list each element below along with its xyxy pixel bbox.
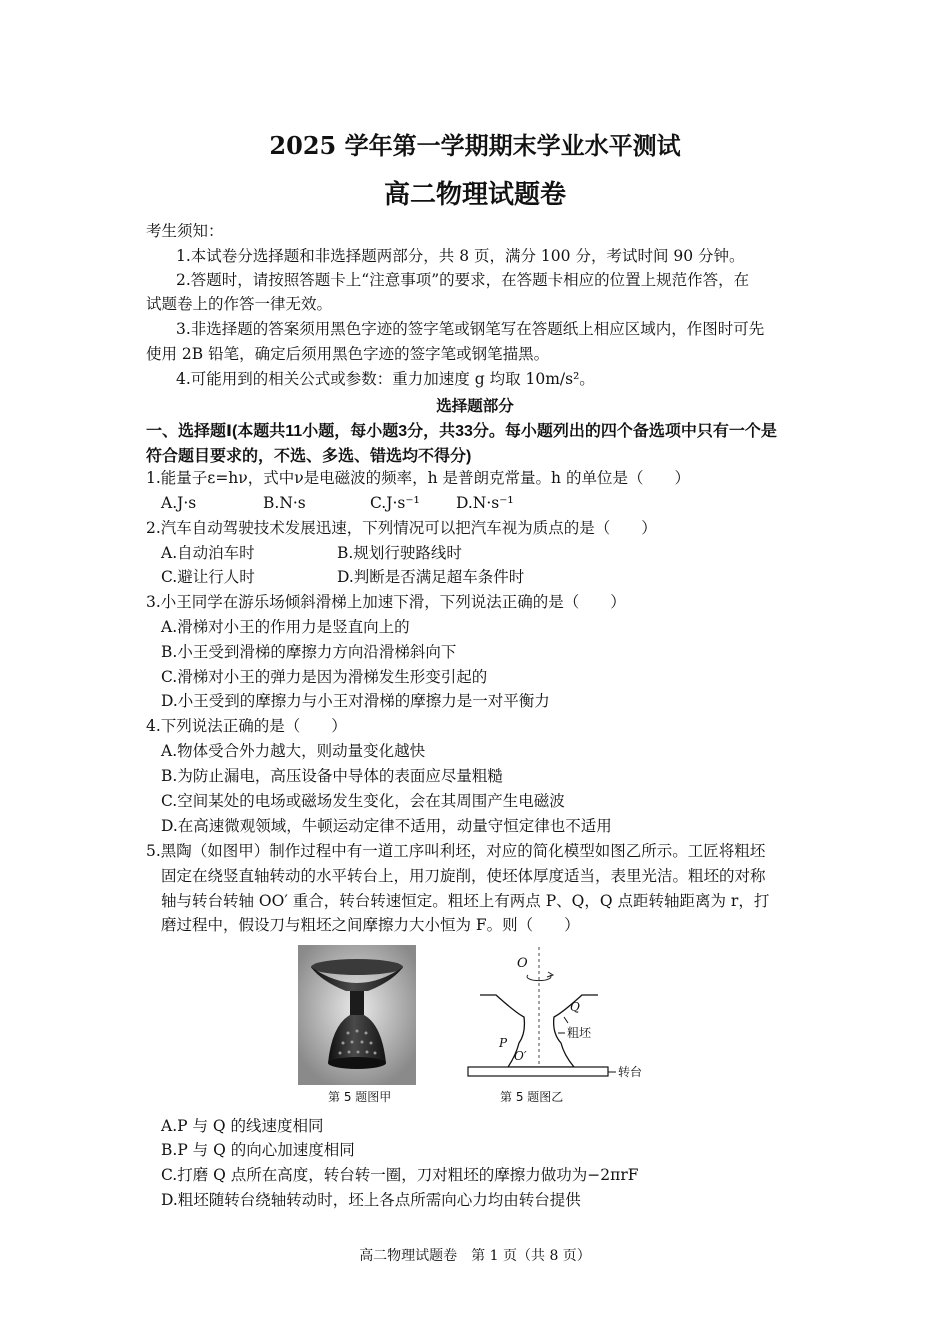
question-stem: 固定在绕竖直轴转动的水平转台上，用刀旋削，使坯体厚度适当，表里光洁。粗坯的对称 (161, 867, 766, 885)
pottery-model-diagram (464, 945, 674, 1090)
question-stem: 1.能量子ε=hν，式中ν是电磁波的频率，h 是普朗克常量。h 的单位是（ ） (146, 469, 690, 487)
option: D.N·s⁻¹ (456, 494, 514, 512)
notice-item: 1.本试卷分选择题和非选择题两部分，共 8 页，满分 100 分，考试时间 90 分钟。 (176, 247, 745, 265)
option: C.滑梯对小王的弹力是因为滑梯发生形变引起的 (161, 668, 488, 686)
option: D.判断是否满足超车条件时 (337, 568, 525, 586)
paper-subtitle: 高二物理试题卷 (383, 180, 566, 210)
label-o: O (517, 956, 528, 971)
black-pottery-photo (298, 945, 416, 1085)
option: B.N·s (263, 494, 306, 512)
option: B.P 与 Q 的向心加速度相同 (161, 1141, 355, 1159)
question-stem: 5.黑陶（如图甲）制作过程中有一道工序叫利坯，对应的简化模型如图乙所示。工匠将粗坯 (146, 842, 766, 860)
option: A.滑梯对小王的作用力是竖直向上的 (161, 618, 410, 636)
figure-caption-a: 第 5 题图甲 (328, 1090, 392, 1104)
option: A.P 与 Q 的线速度相同 (161, 1117, 324, 1135)
option: A.物体受合外力越大，则动量变化越快 (161, 742, 426, 760)
question-stem: 2.汽车自动驾驶技术发展迅速，下列情况可以把汽车视为质点的是（ ） (146, 519, 657, 537)
option: D.粗坯随转台绕轴转动时，坯上各点所需向心力均由转台提供 (161, 1191, 581, 1209)
exam-title: 2025 学年第一学期期末学业水平测试 (269, 131, 681, 160)
label-p: P (499, 1036, 508, 1050)
option: C.打磨 Q 点所在高度，转台转一圈，刀对粗坯的摩擦力做功为−2πrF (161, 1166, 639, 1184)
label-q: Q (570, 1000, 580, 1014)
part-instructions: 符合题目要求的，不选、多选、错选均不得分) (146, 448, 472, 465)
notice-item: 试题卷上的作答一律无效。 (146, 295, 333, 313)
option: D.在高速微观领域，牛顿运动定律不适用，动量守恒定律也不适用 (161, 817, 612, 835)
option: B.为防止漏电，高压设备中导体的表面应尽量粗糙 (161, 767, 503, 785)
figure-caption-b: 第 5 题图乙 (500, 1090, 564, 1104)
question-stem: 3.小王同学在游乐场倾斜滑梯上加速下滑，下列说法正确的是（ ） (146, 593, 626, 611)
label-blank: 粗坯 (567, 1026, 592, 1040)
notice-item: 使用 2B 铅笔，确定后须用黑色字迹的签字笔或钢笔描黑。 (146, 345, 550, 363)
option: B.规划行驶路线时 (337, 544, 462, 562)
question-stem: 4.下列说法正确的是（ ） (146, 717, 347, 735)
notice-item: 2.答题时，请按照答题卡上“注意事项”的要求，在答题卡相应的位置上规范作答，在 (176, 271, 750, 289)
question-stem: 轴与转台转轴 OO′ 重合，转台转速恒定。粗坯上有两点 P、Q，Q 点距转轴距离为 r，打 (161, 892, 770, 910)
option: C.避让行人时 (161, 568, 255, 586)
notice-item: 3.非选择题的答案须用黑色字迹的签字笔或钢笔写在答题纸上相应区域内，作图时可先 (176, 320, 765, 338)
part-instructions: 一、选择题Ⅰ(本题共11小题，每小题3分，共33分。每小题列出的四个备选项中只有一个是 (146, 423, 777, 440)
notice-item: 4.可能用到的相关公式或参数：重力加速度 g 均取 10m/s²。 (176, 370, 595, 388)
option: A.自动泊车时 (161, 544, 255, 562)
label-turntable: 转台 (618, 1065, 643, 1079)
option: D.小王受到的摩擦力与小王对滑梯的摩擦力是一对平衡力 (161, 692, 550, 710)
section-title: 选择题部分 (436, 396, 514, 415)
question-stem: 磨过程中，假设刀与粗坯之间摩擦力大小恒为 F。则（ ） (161, 916, 580, 934)
option: C.J·s⁻¹ (370, 494, 420, 512)
notice-heading: 考生须知： (146, 222, 224, 240)
page-footer: 高二物理试题卷 第 1 页（共 8 页） (359, 1248, 591, 1264)
option: C.空间某处的电场或磁场发生变化，会在其周围产生电磁波 (161, 792, 565, 810)
label-o-prime: O′ (514, 1049, 527, 1063)
option: A.J·s (161, 494, 197, 512)
option: B.小王受到滑梯的摩擦力方向沿滑梯斜向下 (161, 643, 457, 661)
